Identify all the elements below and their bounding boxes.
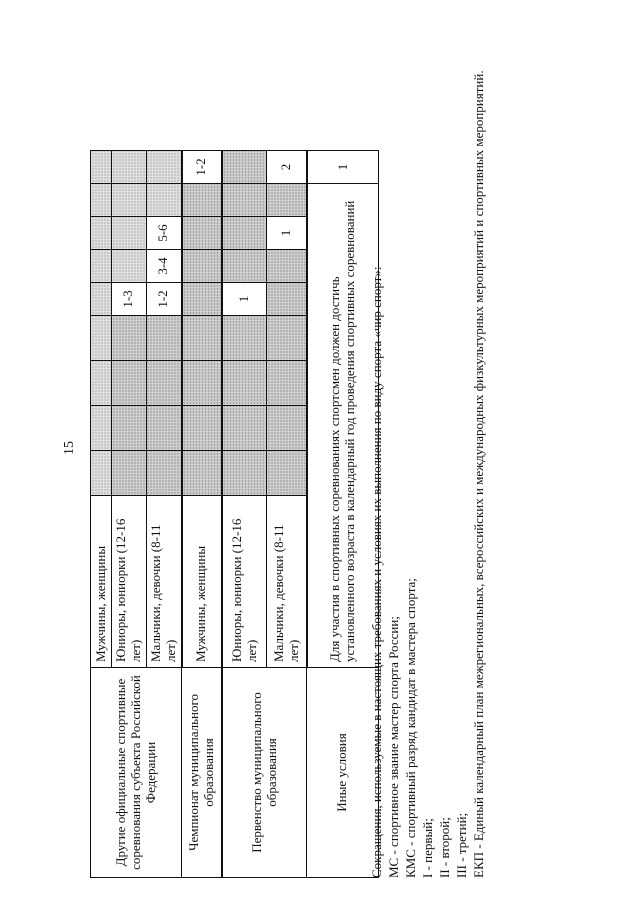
group-cell: Мужчины, женщины [91, 496, 112, 668]
other-conditions-text: Для участия в спортивных соревнованиях спортсмен должен достичь установленного возраста в календарный год проведения спортивных соревнований [307, 184, 379, 668]
table-cell [182, 316, 222, 361]
table-cell [182, 451, 222, 496]
table-cell [91, 451, 112, 496]
table-cell [222, 217, 267, 250]
table-cell [112, 451, 147, 496]
table-cell [91, 184, 112, 217]
table-cell: 5-6 [146, 217, 181, 250]
table-cell [182, 406, 222, 451]
table-cell [146, 316, 181, 361]
table-cell [91, 406, 112, 451]
note-item: ЕКП - Единый календарный план межрегиональных, всероссийских и международных физкультурных мероприятий и спортивных мероприятий. [471, 70, 486, 878]
table-cell [112, 250, 147, 283]
table-cell [146, 184, 181, 217]
table-cell [112, 151, 147, 184]
note-item: МС - спортивное звание мастер спорта России; [386, 616, 401, 878]
table-cell [222, 250, 267, 283]
group-cell: Мальчики, девочки (8-11 лет) [146, 496, 181, 668]
rotated-landscape-content [50, 18, 610, 878]
table-cell [112, 361, 147, 406]
event-cell: Другие официальные спортивные соревнования субъекта Российской Федерации [91, 668, 182, 878]
table-cell [146, 361, 181, 406]
table-cell [91, 250, 112, 283]
table-cell [222, 451, 267, 496]
table-cell [267, 406, 307, 451]
table-cell [112, 217, 147, 250]
table-cell [222, 361, 267, 406]
table-cell [112, 184, 147, 217]
table-cell: 1-2 [146, 283, 181, 316]
table-cell: 1-2 [182, 151, 222, 184]
note-item: II - второй; [437, 817, 452, 878]
page-number: 15 [62, 441, 77, 455]
group-cell: Мальчики, девочки (8-11 лет) [267, 496, 307, 668]
table-cell [182, 250, 222, 283]
table-cell [112, 406, 147, 451]
table-cell [91, 217, 112, 250]
group-cell: Юниоры, юниорки (12-16 лет) [222, 496, 267, 668]
group-cell: Мужчины, женщины [182, 496, 222, 668]
table-cell [222, 184, 267, 217]
table-cell [222, 151, 267, 184]
requirements-table [90, 150, 379, 878]
table-cell [91, 151, 112, 184]
group-cell: Юниоры, юниорки (12-16 лет) [112, 496, 147, 668]
table-cell [222, 316, 267, 361]
note-item: III - третий; [454, 812, 469, 878]
table-cell [267, 316, 307, 361]
note-item: КМС - спортивный разряд кандидат в мастера спорта; [403, 578, 418, 878]
table-cell [182, 184, 222, 217]
table-cell [112, 316, 147, 361]
table-cell: 3-4 [146, 250, 181, 283]
event-cell: Первенство муниципального образования [222, 668, 307, 878]
other-conditions-label: Иные условия [307, 668, 379, 878]
event-cell: Чемпионат муниципального образования [182, 668, 222, 878]
table-cell [182, 283, 222, 316]
table-cell [182, 217, 222, 250]
table-cell [267, 250, 307, 283]
table-cell [267, 361, 307, 406]
table-cell [91, 361, 112, 406]
table-cell [146, 451, 181, 496]
table-cell [222, 406, 267, 451]
table-cell: 1-3 [112, 283, 147, 316]
notes-heading: Сокращения, используемые в настоящих требованиях и условиях их выполнения по виду спорта «чир спорт»: [369, 266, 384, 878]
table-cell [146, 406, 181, 451]
table-cell: 2 [267, 151, 307, 184]
table-cell: 1 [222, 283, 267, 316]
abbreviations-notes [368, 18, 487, 878]
table-cell: 1 [267, 217, 307, 250]
table-cell [267, 283, 307, 316]
table-cell [267, 451, 307, 496]
table-cell [267, 184, 307, 217]
table-cell: 1 [307, 151, 379, 184]
table-cell [91, 316, 112, 361]
table-cell [182, 361, 222, 406]
table-cell [146, 151, 181, 184]
note-item: I - первый; [420, 818, 435, 878]
table-cell [91, 283, 112, 316]
